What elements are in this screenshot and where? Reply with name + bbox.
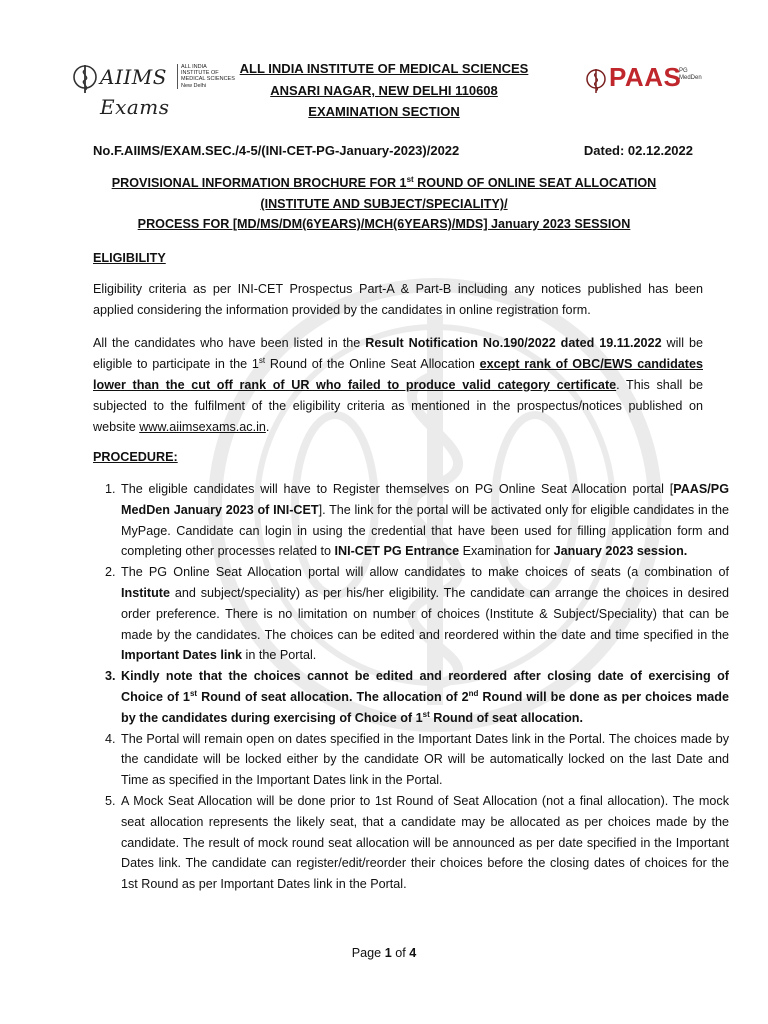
reference-number: No.F.AIIMS/EXAM.SEC./4-5/(INI-CET-PG-January-2023)/2022: [93, 143, 460, 158]
eligibility-heading: ELIGIBILITY: [93, 251, 166, 265]
page-number: 1: [384, 946, 392, 960]
header-line-3: EXAMINATION SECTION: [308, 104, 460, 119]
reference-date: Dated: 02.12.2022: [583, 143, 693, 158]
procedure-list: [93, 479, 729, 895]
title-line-3: PROCESS FOR [MD/MS/DM(6YEARS)/MCH(6YEARS)/MDS] January 2023 SESSION: [137, 217, 631, 231]
title-line-1: PROVISIONAL INFORMATION BROCHURE FOR 1st ROUND OF ONLINE SEAT ALLOCATION: [111, 174, 657, 190]
logo-left-text: AIIMS Exams: [100, 65, 170, 119]
procedure-item-1: 1. The eligible candidates will have to Register themselves on PG Online Seat Allocation portal [PAAS/PG MedDen January 2023 of INI-CET]. The link for the portal will be activated only for eligible candidates in the MyPage. Candidate can login in using the credential that have been used for filling application form and completing other processes related to INI-CET PG Entrance Examination for January 2023 session.: [119, 479, 729, 562]
website-link[interactable]: www.aiimsexams.ac.in: [139, 420, 266, 434]
procedure-item-4: 4. The Portal will remain open on dates specified in the Important Dates link in the Portal. The choices made by the candidate will be locked either by the candidate OR will be automatically locked on the last Date and Time as specified in the Important Dates link in the Portal.: [119, 729, 729, 791]
eligibility-paragraph-1: Eligibility criteria as per INI-CET Prospectus Part-A & Part-B including any notices published has been applied considering the information provided by the candidates in online registration form.: [93, 282, 703, 317]
page-total: 4: [409, 946, 417, 960]
procedure-heading: PROCEDURE:: [93, 450, 178, 464]
reference-line: [93, 143, 693, 158]
logo-left-subtext: ALL INDIA INSTITUTE OF MEDICAL SCIENCES New Delhi: [177, 64, 236, 89]
eligibility-paragraph-2: All the candidates who have been listed in the Result Notification No.190/2022 dated 19.11.2022 will be eligible to participate in the 1st Round of the Online Seat Allocation except rank of OBC/EWS candidates lower than the cut off rank of UR who failed to produce valid category certificate. This shall be subjected to the fulfilment of the eligibility criteria as mentioned in the prospectus/notices published on website www.aiimsexams.ac.in.: [93, 336, 704, 434]
header-line-1: ALL INDIA INSTITUTE OF MEDICAL SCIENCES: [239, 61, 529, 76]
procedure-item-5: 5. A Mock Seat Allocation will be done prior to 1st Round of Seat Allocation (not a final allocation). The mock seat allocation represents the likely seat, that a candidate may be allocated as per choices made by the candidate. The result of mock round seat allocation will be announced as per date specified in the Important Dates link. The candidate can register/edit/reorder their choices before the closing dates of choices for the 1st Round as per Important Dates link in the Portal.: [119, 791, 729, 895]
logo-right-subtext: PG MedDen: [679, 68, 702, 81]
page-footer: Page 1 of 4: [351, 946, 417, 960]
logo-right-text: PAAS: [609, 62, 682, 92]
title-line-2: (INSTITUTE AND SUBJECT/SPECIALITY)/: [260, 197, 508, 211]
header-line-2: ANSARI NAGAR, NEW DELHI 110608: [270, 83, 498, 98]
procedure-item-3: 3. Kindly note that the choices cannot be edited and reordered after closing date of exercising of Choice of 1st Round of seat allocation. The allocation of 2nd Round will be done as per choices made by the candidates during exercising of Choice of 1st Round of seat allocation.: [119, 666, 729, 728]
procedure-item-2: 2. The PG Online Seat Allocation portal will allow candidates to make choices of seats (a combination of Institute and subject/speciality) as per his/her eligibility. The candidate can arrange the choices in desired order preference. There is no limitation on number of choices (Institute & Subject/Speciality) that can be made by the candidates. The choices can be edited and reordered within the date and time specified in the Important Dates link in the Portal.: [119, 562, 729, 666]
